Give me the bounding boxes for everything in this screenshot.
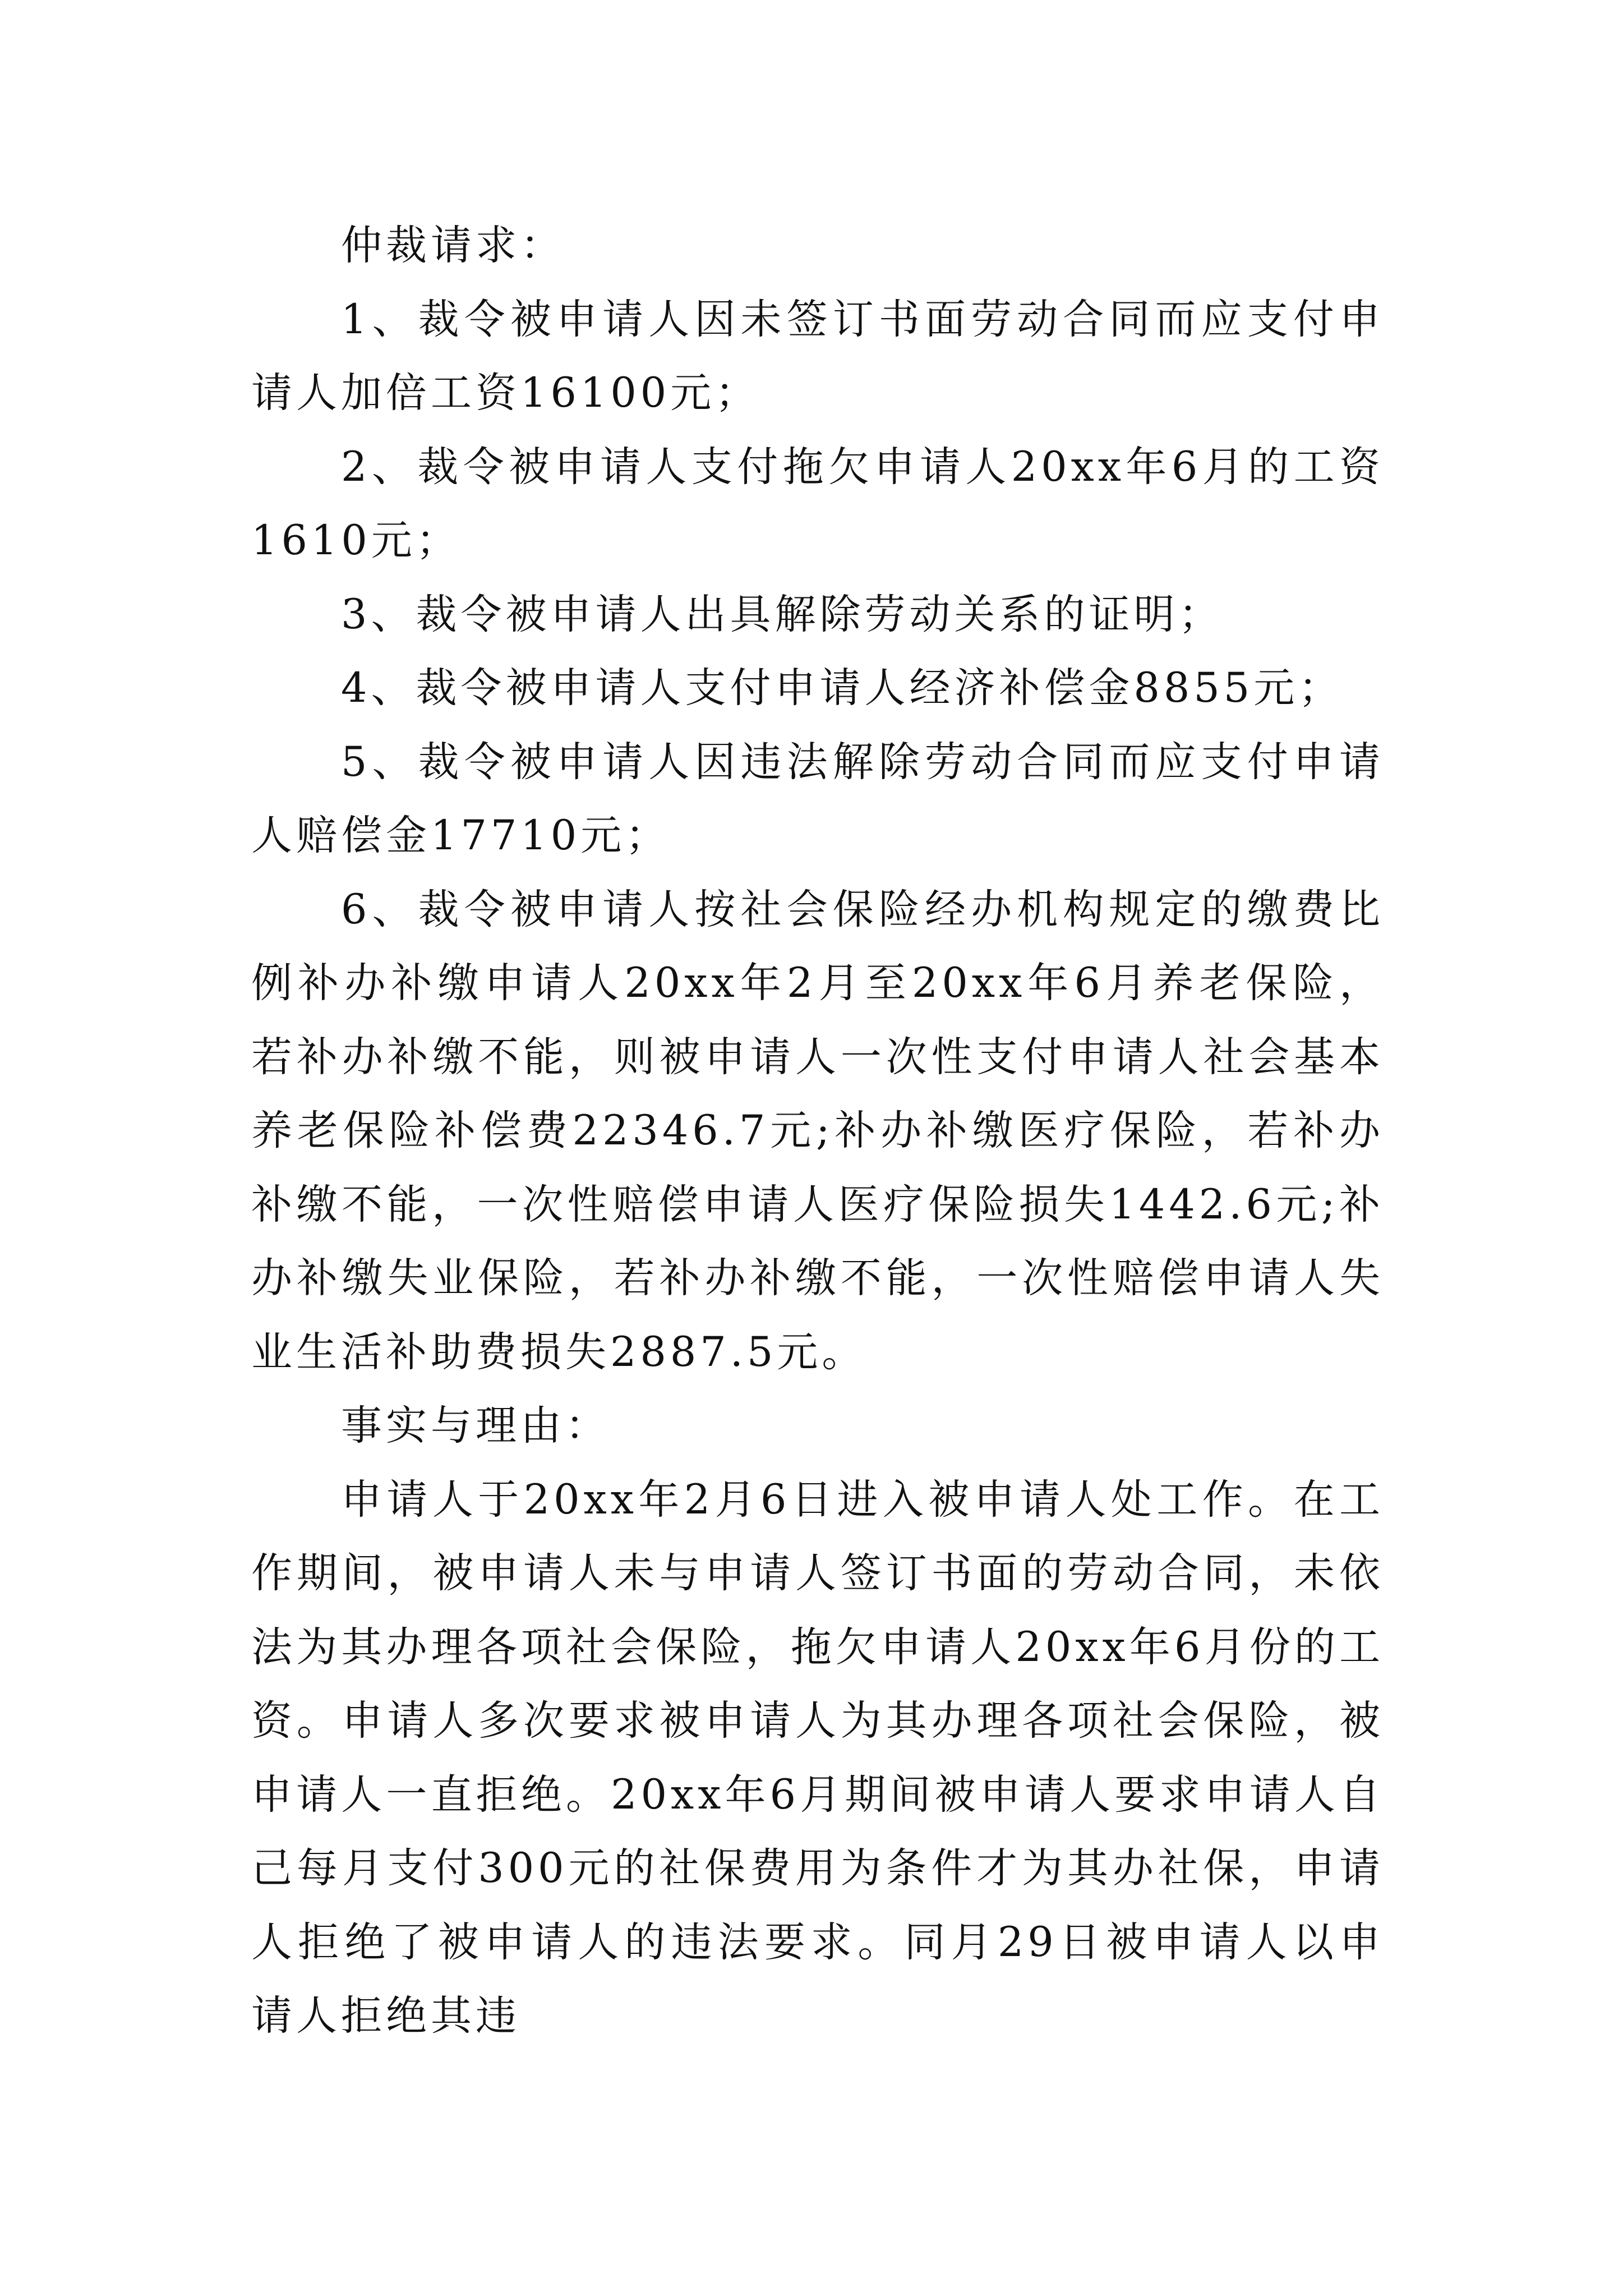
facts-paragraph: 申请人于20xx年2月6日进入被申请人处工作。在工作期间，被申请人未与申请人签订书面的劳动合同，未依法为其办理各项社会保险，拖欠申请人20xx年6月份的工资。申请人多次要求被申请人为其办理各项社会保险，被申请人一直拒绝。20xx年6月期间被申请人要求申请人自己每月支付300元的社保费用为条件才为其办社保，申请人拒绝了被申请人的违法要求。同月29日被申请人以申请人拒绝其违 (251, 1475, 1384, 2040)
document-body (251, 209, 1384, 2053)
heading-arbitration-requests: 仲裁请求： (341, 222, 565, 269)
heading-facts-and-reasons: 事实与理由： (341, 1402, 610, 1450)
request-item-5: 5、裁令被申请人因违法解除劳动合同而应支付申请人赔偿金17710元； (251, 738, 1384, 859)
request-item-6: 6、裁令被申请人按社会保险经办机构规定的缴费比例补办补缴申请人20xx年2月至20xx年6月养老保险，若补办补缴不能，则被申请人一次性支付申请人社会基本养老保险补偿费22346.7元;补办补缴医疗保险，若补办补缴不能，一次性赔偿申请人医疗保险损失1442.6元;补办补缴失业保险，若补办补缴不能，一次性赔偿申请人失业生活补助费损失2887.5元。 (251, 885, 1384, 1376)
request-item-3: 3、裁令被申请人出具解除劳动关系的证明； (341, 590, 1224, 638)
request-item-2: 2、裁令被申请人支付拖欠申请人20xx年6月的工资1610元； (251, 443, 1384, 564)
request-item-4: 4、裁令被申请人支付申请人经济补偿金8855元； (341, 664, 1344, 712)
request-item-1: 1、裁令被申请人因未签订书面劳动合同而应支付申请人加倍工资16100元； (251, 295, 1384, 417)
